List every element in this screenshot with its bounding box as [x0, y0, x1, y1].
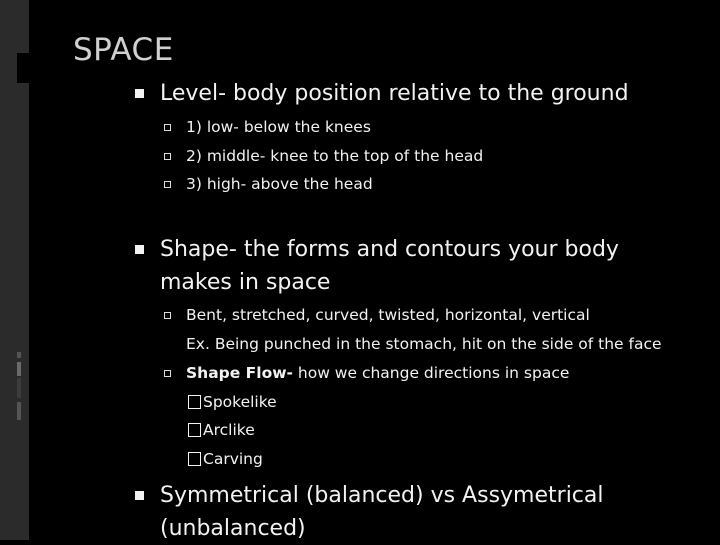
missing-glyph-icon	[188, 452, 201, 466]
title-accent-block	[17, 53, 29, 83]
bullet-level-text: Level- body position relative to the ground	[160, 81, 629, 106]
bullet-symmetry-text: Symmetrical (balanced) vs Assymetrical	[160, 483, 604, 508]
hollow-square-bullet-icon	[164, 153, 171, 160]
bullet-level	[160, 77, 700, 110]
shape-item-forms: Bent, stretched, curved, twisted, horizontal, vertical	[186, 301, 696, 330]
flow-type-spokelike: Spokelike	[188, 388, 277, 417]
shape-item-flow: Shape Flow- how we change directions in space	[186, 359, 696, 388]
level-item-high: 3) high- above the head	[186, 170, 696, 199]
decorative-strip	[17, 352, 21, 358]
hollow-square-bullet-icon	[164, 312, 171, 319]
square-bullet-icon	[135, 89, 144, 98]
bullet-shape-text: Shape- the forms and contours your body	[160, 237, 619, 262]
missing-glyph-icon	[188, 395, 201, 409]
shape-item-example: Ex. Being punched in the stomach, hit on the side of the face	[186, 335, 662, 353]
square-bullet-icon	[135, 245, 144, 254]
slide-title: SPACE	[73, 32, 174, 68]
decorative-strip	[17, 402, 21, 420]
bullet-symmetry	[160, 479, 700, 512]
bullet-shape	[160, 233, 700, 266]
level-item-middle: 2) middle- knee to the top of the head	[186, 142, 696, 171]
decorative-strip	[17, 362, 21, 376]
flow-type-carving: Carving	[188, 445, 263, 474]
hollow-square-bullet-icon	[164, 181, 171, 188]
bullet-symmetry-continued: (unbalanced)	[160, 516, 306, 541]
hollow-square-bullet-icon	[164, 370, 171, 377]
bullet-shape-continued: makes in space	[160, 270, 331, 295]
decorative-strip	[17, 378, 21, 398]
shape-flow-label: Shape Flow-	[186, 364, 293, 382]
flow-type-arclike: Arclike	[188, 416, 255, 445]
square-bullet-icon	[135, 491, 144, 500]
missing-glyph-icon	[188, 423, 201, 437]
level-item-low: 1) low- below the knees	[186, 113, 696, 142]
hollow-square-bullet-icon	[164, 124, 171, 131]
